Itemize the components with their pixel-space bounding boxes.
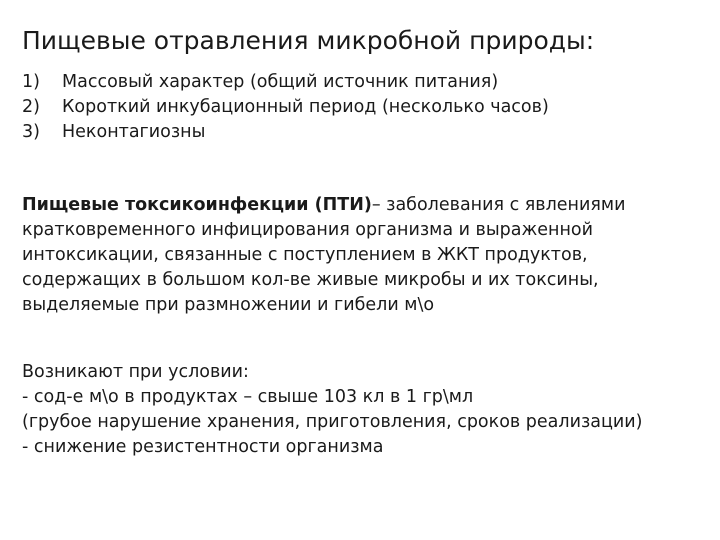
definition-paragraph: [22, 193, 712, 318]
list-item: [22, 95, 549, 120]
list-text: Массовый характер (общий источник питания): [62, 72, 499, 92]
condition-line: - сод-е м\о в продуктах – свыше 103 кл в 1 гр\мл: [22, 387, 474, 407]
condition-line: - снижение резистентности организма: [22, 437, 384, 457]
list-number: 1): [22, 72, 40, 92]
condition-note: (грубое нарушение хранения, приготовления, сроков реализации): [22, 412, 643, 432]
conditions-paragraph: [22, 360, 712, 460]
list-text: Короткий инкубационный период (несколько часов): [62, 97, 549, 117]
list-item: [22, 120, 549, 145]
conditions-heading: Возникают при условии:: [22, 362, 249, 382]
list-number: 3): [22, 122, 40, 142]
slide-title: Пищевые отравления микробной природы:: [22, 26, 595, 55]
list-number: 2): [22, 97, 40, 117]
list-item: [22, 70, 549, 95]
list-text: Неконтагиозны: [62, 122, 206, 142]
definition-term: Пищевые токсикоинфекции (ПТИ): [22, 195, 372, 215]
definition-text: – заболевания с явлениями кратковременного инфицирования организма и выраженной интоксикации, связанные с поступлением в ЖКТ продуктов, содержащих в большом кол-ве живые микробы и их токсины, выделяемые при размножении и гибели м\о: [22, 195, 626, 315]
feature-list: [22, 70, 549, 145]
